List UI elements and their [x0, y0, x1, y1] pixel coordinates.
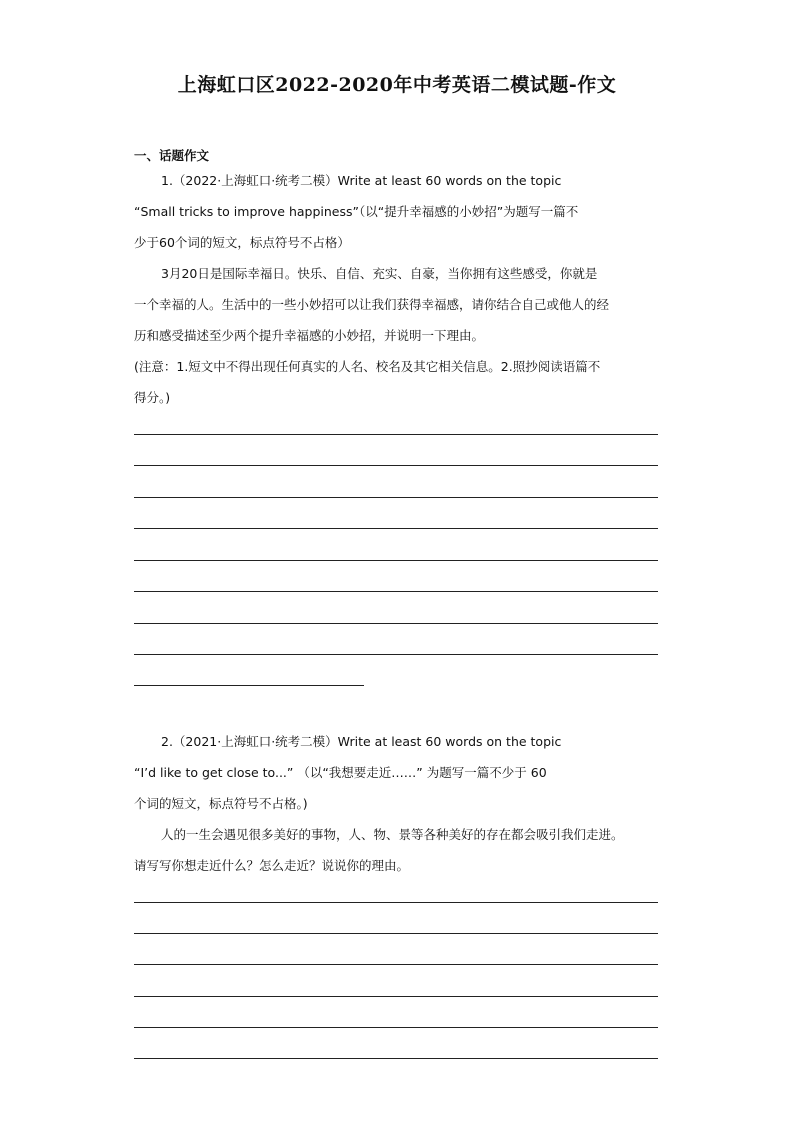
- answer-line[interactable]: [134, 528, 658, 529]
- answer-line[interactable]: [134, 434, 658, 435]
- answer-line[interactable]: [134, 560, 658, 561]
- answer-line[interactable]: [134, 591, 658, 592]
- question-1-note-a: (注意：1.短文中不得出现任何真实的人名、校名及其它相关信息。2.照抄阅读语篇不: [134, 359, 601, 374]
- question-1-prompt-a: 3月20日是国际幸福日。快乐、自信、充实、自豪，当你拥有这些感受，你就是: [161, 266, 598, 281]
- answer-line[interactable]: [134, 465, 658, 466]
- question-1-prompt-b: 一个幸福的人。生活中的一些小妙招可以让我们获得幸福感，请你结合自己或他人的经: [134, 297, 610, 312]
- answer-line[interactable]: [134, 654, 658, 655]
- question-2-line-2: “I’d like to get close to...” （以“我想要走近……” 为题写一篇不少于 60: [134, 765, 547, 780]
- question-1-note-b: 得分。): [134, 390, 171, 405]
- answer-line[interactable]: [134, 497, 658, 498]
- question-2-prompt-b: 请写写你想走近什么？怎么走近？说说你的理由。: [134, 858, 410, 873]
- answer-line[interactable]: [134, 1058, 658, 1059]
- question-2-prompt-a: 人的一生会遇见很多美好的事物，人、物、景等各种美好的存在都会吸引我们走进。: [161, 827, 624, 842]
- question-1-line-3: 少于60个词的短文，标点符号不占格）: [134, 235, 350, 250]
- answer-line[interactable]: [134, 902, 658, 903]
- answer-line[interactable]: [134, 964, 658, 965]
- question-2-line-1: 2.（2021·上海虹口·统考二模）Write at least 60 words on the topic: [161, 734, 562, 749]
- question-1-line-1: 1.（2022·上海虹口·统考二模）Write at least 60 words on the topic: [161, 173, 562, 188]
- answer-line[interactable]: [134, 933, 658, 934]
- question-1-prompt-c: 历和感受描述至少两个提升幸福感的小妙招，并说明一下理由。: [134, 328, 485, 343]
- document-title: 上海虹口区2022-2020年中考英语二模试题-作文: [177, 74, 617, 96]
- section-heading: 一、话题作文: [134, 148, 210, 163]
- answer-line[interactable]: [134, 1027, 658, 1028]
- question-1-line-2: “Small tricks to improve happiness”（以“提升幸福感的小妙招”为题写一篇不: [134, 204, 579, 219]
- answer-line[interactable]: [134, 996, 658, 997]
- answer-line[interactable]: [134, 685, 364, 686]
- question-2-line-3: 个词的短文，标点符号不占格。): [134, 796, 308, 811]
- answer-line[interactable]: [134, 623, 658, 624]
